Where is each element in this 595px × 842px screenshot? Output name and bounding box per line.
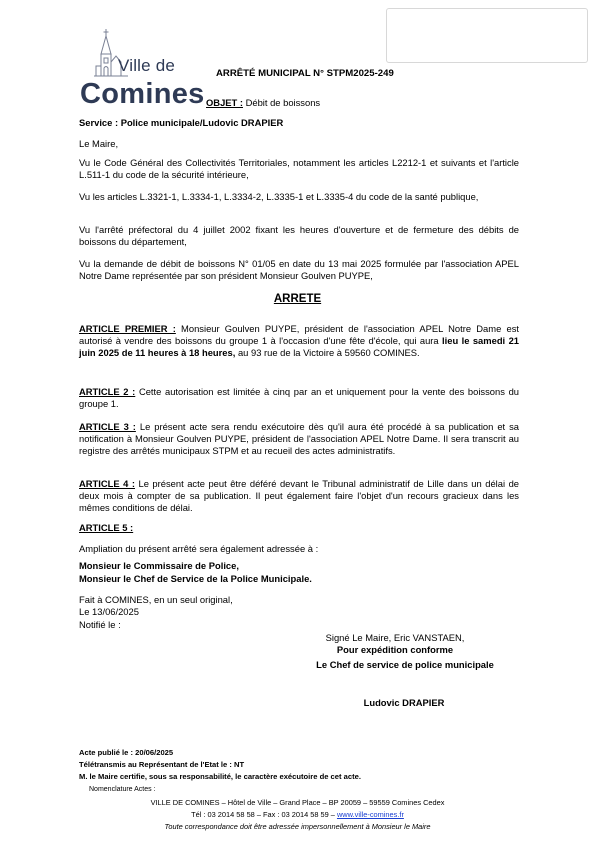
signature-maire: Signé Le Maire, Eric VANSTAEN, xyxy=(325,632,465,643)
signature-name: Ludovic DRAPIER xyxy=(363,697,445,708)
objet-line xyxy=(206,97,320,109)
article-2-text: Cette autorisation est limitée à cinq par an et uniquement pour la vente des boissons du groupe 1. xyxy=(79,386,520,410)
footer-contact xyxy=(0,810,595,820)
le-maire: Le Maire, xyxy=(79,138,119,149)
ville-de-comines-logo xyxy=(78,28,205,110)
signature-chef-service: Le Chef de service de police municipale xyxy=(316,659,494,670)
objet-text: Débit de boissons xyxy=(242,97,321,108)
consideration-demande: Vu la demande de débit de boissons N° 01/05 en date du 13 mai 2025 formulée par l'association APEL Notre Dame représentée par son président Monsieur Goulven PUYPE, xyxy=(79,258,519,282)
stamp-box xyxy=(386,8,588,63)
footer-notice: Toute correspondance doit être adressée impersonnellement à Monsieur le Maire xyxy=(164,822,431,831)
footer-address: VILLE DE COMINES – Hôtel de Ville – Grand Place – BP 20059 – 59559 Comines Cedex xyxy=(150,798,445,807)
arrete-heading: ARRETE xyxy=(273,293,322,305)
website-link[interactable]: www.ville-comines.fr xyxy=(336,810,404,819)
article-premier-date: lieu le samedi 21 juin 2025 de 11 heures à 18 heures, xyxy=(79,335,519,359)
teletransmis-line: Télétransmis au Représentant de l'Etat le : NT xyxy=(79,760,245,769)
logo-comines: Comines xyxy=(80,78,205,110)
recipient-commissaire: Monsieur le Commissaire de Police, xyxy=(79,560,239,571)
consideration-arrete-prefectoral: Vu l'arrêté préfectoral du 4 juillet 2002 fixant les heures d'ouverture et de fermeture des débits de boissons du département, xyxy=(79,224,519,248)
article-3 xyxy=(79,421,519,458)
article-4-label: ARTICLE 4 : xyxy=(79,478,135,489)
article-3-text: Le présent acte sera rendu exécutoire dès qu'il aura été procédé à sa publication et sa notification à Monsieur Goulven PUYPE, président de l'association APEL Notre Dame. Il sera transcrit au registre des arrêtés municipaux STPM et au recueil des actes administratifs. xyxy=(79,421,519,457)
fait-a-comines: Fait à COMINES, en un seul original, xyxy=(79,594,233,605)
article-2-label: ARTICLE 2 : xyxy=(79,386,136,397)
article-3-label: ARTICLE 3 : xyxy=(79,421,136,432)
consideration-cgct: Vu le Code Général des Collectivités Territoriales, notamment les articles L2212-1 et suivants et l'article L.511-1 du code de la sécurité intérieure, xyxy=(79,157,519,181)
article-4 xyxy=(79,478,519,515)
certification-line: M. le Maire certifie, sous sa responsabilité, le caractère exécutoire de cet acte. xyxy=(79,772,361,781)
notifie-le: Notifié le : xyxy=(79,619,121,630)
article-premier-label: ARTICLE PREMIER : xyxy=(79,323,176,334)
objet-label: OBJET : xyxy=(206,97,243,108)
decree-date: Le 13/06/2025 xyxy=(79,606,139,617)
footer-phone-fax: Tél : 03 2014 58 58 – Fax : 03 2014 58 59 – xyxy=(191,810,337,819)
ampliation-line: Ampliation du présent arrêté sera également adressée à : xyxy=(79,543,319,554)
signature-expedition: Pour expédition conforme xyxy=(336,644,454,655)
article-premier xyxy=(79,323,519,360)
article-2 xyxy=(79,386,519,410)
article-4-text: Le présent acte peut être déféré devant le Tribunal administratif de Lille dans un délai de deux mois à compter de sa publication. Il peut également faire l'objet d'un recours gracieux dans les mêmes conditions de délai. xyxy=(79,478,519,514)
article-premier-text1: Monsieur Goulven PUYPE, président de l'association APEL Notre Dame est autorisé à vendre des boissons du groupe 1 à l'occasion d'une fête d'école, qui aura xyxy=(79,323,519,347)
publication-date: Acte publié le : 20/06/2025 xyxy=(79,748,174,757)
logo-ville-de: Ville de xyxy=(118,56,176,75)
consideration-sante-publique: Vu les articles L.3321-1, L.3334-1, L.3334-2, L.3335-1 et L.3335-4 du code de la santé publique, xyxy=(79,191,479,202)
nomenclature-line: Nomenclature Actes : xyxy=(89,786,156,793)
article-5-label: ARTICLE 5 : xyxy=(79,522,134,533)
service-line: Service : Police municipale/Ludovic DRAPIER xyxy=(79,117,284,128)
article-premier-text2: au 93 rue de la Victoire à 59560 COMINES. xyxy=(235,347,420,359)
decree-title: ARRÊTÉ MUNICIPAL N° STPM2025-249 xyxy=(216,68,394,79)
recipient-chef-police: Monsieur le Chef de Service de la Police Municipale. xyxy=(79,573,312,584)
